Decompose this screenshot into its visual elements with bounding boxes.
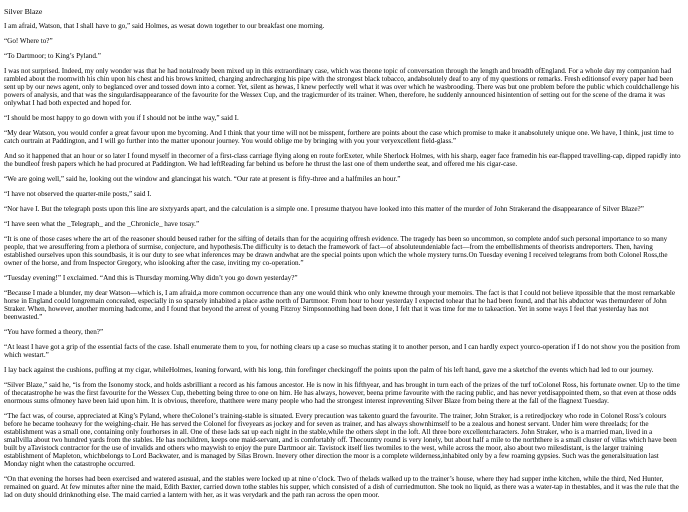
paragraph: “At least I have got a grip of the essential facts of the case. Ishall enumerate them to you, for nothing clears up a case so muchas stating it to another person, and I can hardly expect yourco-operation if I do not show you the position from which westart.” [4,343,680,359]
paragraph: “The fact was, of course, appreciated at King’s Pyland, where theColonel’s training-stable is situated. Every precaution was takento guard the favourite. The trainer, John Straker, is a retiredjockey who rode in Colonel Ross’s colours before he became tooheavy for the weighing-chair. He has served the Colonel for fiveyears as jockey and for seven as trainer, and has always shownhimself to be a zealous and honest servant. Under him were threelads; for the establishment was a small one, containing only fourhorses in all. One of these lads sat up each night in the stable,while the others slept in the loft. All three bore excellentcharacters. John Straker, who is a married man, lived in a smallvilla about two hundred yards from the stables. He has nochildren, keeps one maid-servant, and is comfortably off. Thecountry round is very lonely, but about half a mile to the norththere is a small cluster of villas which have been built by aTavistock contractor for the use of invalids and others who maywish to enjoy the pure Dartmoor air. Tavistock itself lies twomiles to the west, while across the moor, also about two milesdistant, is the larger training establishment of Mapleton, whichbelongs to Lord Backwater, and is managed by Silas Brown. Inevery other direction the moor is a complete wilderness,inhabited only by a few roaming gypsies. Such was the generalsituation last Monday night when the catastrophe occurred. [4,412,677,468]
chapter-title: Silver Blaze [4,7,43,16]
paragraph: “On that evening the horses had been exercised and watered asusual, and the stables were locked up at nine o’clock. Two of thelads walked up to the trainer’s house, where they had supper inthe kitchen, while the third, Ned Hunter, remained on guard. At few minutes after nine the maid, Edith Baxter, carried down tothe stables his supper, which consisted of a dish of curriedmutton. She took no liquid, as there was a water-tap in thestables, and it was the rule that the lad on duty should drinknothing else. The maid carried a lantern with her, as it was verydark and the path ran across the open moor. [4,475,679,499]
paragraph: “To Dartmoor; to King’s Pyland.” [4,52,101,60]
paragraph: “You have formed a theory, then?” [4,328,104,336]
chapter-body [4,22,682,499]
paragraph: “My dear Watson, you would confer a great favour upon me bycoming. And I think that your time will not be misspent, forthere are points about the case which promise to make it anabsolutely unique one. We have, I think, just time to catch ourtrain at Paddington, and I will go further into the matter uponour journey. You would oblige me by bringing with you your veryexcellent field-glass.” [4,129,674,145]
paragraph: I was not surprised. Indeed, my only wonder was that he had notalready been mixed up in this extraordinary case, which was theone topic of conversation through the length and breadth ofEngland. For a whole day my companion had rambled about the roomwith his chin upon his chest and his brows knitted, charging andrecharging his pipe with the strongest black tobacco, andabsolutely deaf to any of my questions or remarks. Fresh editionsof every paper had been sent up by our news agent, only to beglanced over and tossed down into a corner. Yet, silent as hewas, I knew perfectly well what it was over which he wasbrooding. There was but one problem before the public which couldchallenge his powers of analysis, and that was the singulardisappearance of the favourite for the Wessex Cup, and the tragicmurder of its trainer. When, therefore, he suddenly announced hisintention of setting out for the scene of the drama it was onlywhat I had both expected and hoped for. [4,67,680,107]
paragraph: I lay back against the cushions, puffing at my cigar, whileHolmes, leaning forward, with his long, thin forefinger checkingoff the points upon the palm of his left hand, gave me a sketchof the events which had led to our journey. [4,366,654,374]
paragraph: “Because I made a blunder, my dear Watson—which is, I am afraid,a more common occurrence than any one would think who only knewme through your memoirs. The fact is that I could not believe itpossible that the most remarkable horse in England could longremain concealed, especially in so sparsely inhabited a place asthe north of Dartmoor. From hour to hour yesterday I expected tohear that he had been found, and that his abductor was themurderer of John Straker. When, however, another morning hadcome, and I found that beyond the arrest of young Fitzroy Simpsonnothing had been done, I felt that it was time for me to takeaction. Yet in some ways I feel that yesterday has not beenwasted.” [4,289,676,321]
paragraph: “Silver Blaze,” said he, “is from the Isonomy stock, and holds asbrilliant a record as his famous ancestor. He is now in his fifthyear, and has brought in turn each of the prizes of the turf toColonel Ross, his fortunate owner. Up to the time of thecatastrophe he was the first favourite for the Wessex Cup, thebetting being three to one on him. He has always, however, beena prime favourite with the racing public, and has never yetdisappointed them, so that even at those odds enormous sums ofmoney have been laid upon him. It is obvious, therefore, thatthere were many people who had the strongest interest inpreventing Silver Blaze from being there at the fall of the flagnext Tuesday. [4,381,680,405]
paragraph: “It is one of those cases where the art of the reasoner should beused rather for the sifting of details than for the acquiring offresh evidence. The tragedy has been so uncommon, so complete andof such personal importance to so many people, that we aresuffering from a plethora of surmise, conjecture, and hypothesis.The difficulty is to detach the framework of fact—of absoluteundeniable fact—from the embellishments of theorists andreporters. Then, having established ourselves upon this soundbasis, it is our duty to see what inferences may be drawn andwhat are the special points upon which the whole mystery turns.On Tuesday evening I received telegrams from both Colonel Ross,the owner of the horse, and from Inspector Gregory, who islooking after the case, inviting my co-operation.” [4,235,668,267]
paragraph: “Tuesday evening!” I exclaimed. “And this is Thursday morning.Why didn’t you go down yesterday?” [4,274,298,282]
paragraph: “Nor have I. But the telegraph posts upon this line are sixtyyards apart, and the calculation is a simple one. I presume thatyou have looked into this matter of the murder of John Strakerand the disappearance of Silver Blaze?” [4,205,644,213]
paragraph: “I have not observed the quarter-mile posts,” said I. [4,190,152,198]
paragraph: I am afraid, Watson, that I shall have to go,” said Holmes, as wesat down together to our breakfast one morning. [4,22,325,30]
paragraph: “We are going well,” said he, looking out the window and glancingat his watch. “Our rate at present is fifty-three and a halfmiles an hour.” [4,175,401,183]
paragraph: “I have seen what the _Telegraph_ and the _Chronicle_ have tosay.” [4,220,200,228]
paragraph: “I should be most happy to go down with you if I should not be inthe way,” said I. [4,114,239,122]
paragraph: “Go! Where to?” [4,37,53,45]
paragraph: And so it happened that an hour or so later I found myself in thecorner of a first-class carriage flying along en route forExeter, while Sherlock Holmes, with his sharp, eager face framedin his ear-flapped travelling-cap, dipped rapidly into the bundleof fresh papers which he had procured at Paddington. We had leftReading far behind us before he thrust the last one of them underthe seat, and offered me his cigar-case. [4,152,681,168]
